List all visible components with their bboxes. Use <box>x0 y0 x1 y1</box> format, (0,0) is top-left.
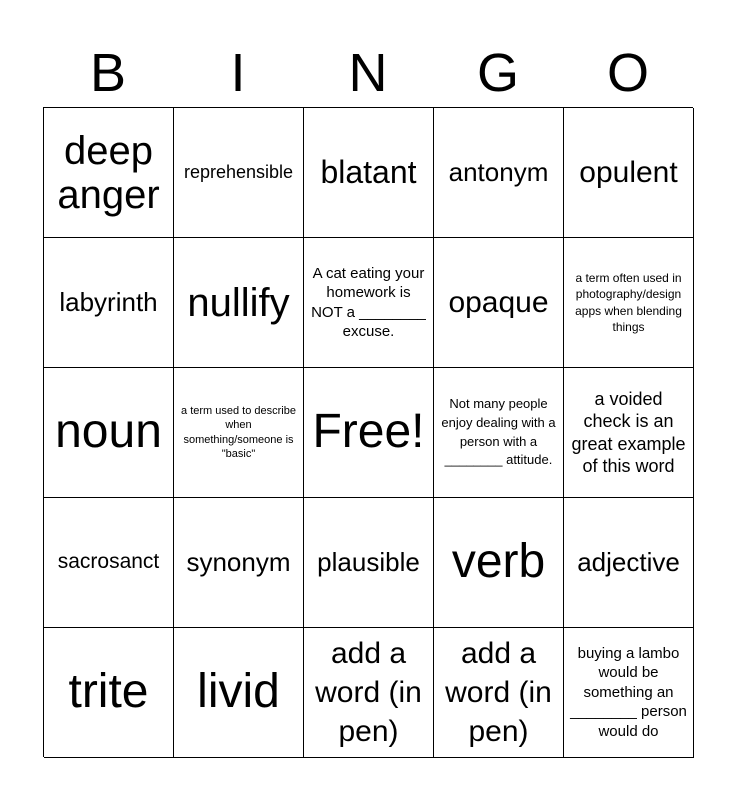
header-letter-i: I <box>230 43 246 103</box>
cell-text: add a word (in pen) <box>315 637 422 748</box>
cell-text: a term often used in photography/design apps when blending things <box>575 271 682 334</box>
bingo-cell[interactable] <box>564 238 694 368</box>
cell-text: a term used to describe when something/someone is "basic" <box>181 404 296 460</box>
bingo-cell[interactable] <box>304 498 434 628</box>
cell-text: opulent <box>579 156 678 189</box>
cell-text: A cat eating your homework is NOT a ________ excuse. <box>311 264 426 340</box>
header-letter-n: N <box>348 43 388 103</box>
cell-text: synonym <box>186 546 291 577</box>
free-space[interactable] <box>304 368 434 498</box>
cell-text: deep anger <box>57 128 160 217</box>
cell-text: blatant <box>320 154 417 191</box>
cell-text: sacrosanct <box>57 550 160 574</box>
bingo-cell[interactable] <box>174 108 304 238</box>
bingo-cell[interactable] <box>174 628 304 758</box>
bingo-cell[interactable] <box>44 628 174 758</box>
bingo-cell[interactable] <box>434 238 564 368</box>
bingo-cell[interactable] <box>434 628 564 758</box>
header-letter-g: G <box>476 43 519 103</box>
cell-text: Not many people enjoy dealing with a person with a ________ attitude. <box>441 395 556 468</box>
cell-text: buying a lambo would be something an ________ person would do <box>570 644 687 740</box>
cell-text: livid <box>197 665 280 719</box>
bingo-cell[interactable] <box>304 628 434 758</box>
bingo-cell[interactable] <box>304 108 434 238</box>
bingo-cell[interactable] <box>44 368 174 498</box>
bingo-cell[interactable] <box>44 498 174 628</box>
bingo-cell[interactable] <box>174 498 304 628</box>
bingo-cell[interactable] <box>564 628 694 758</box>
bingo-cell[interactable] <box>174 368 304 498</box>
bingo-cell[interactable] <box>564 498 694 628</box>
cell-text: verb <box>451 535 546 589</box>
bingo-cell[interactable] <box>434 368 564 498</box>
cell-text: a voided check is an great example of this word <box>571 388 686 476</box>
bingo-cell[interactable] <box>434 108 564 238</box>
cell-text: trite <box>68 665 149 719</box>
cell-text: plausible <box>317 546 420 577</box>
header-letter-o: O <box>606 43 649 103</box>
bingo-header <box>43 40 693 106</box>
cell-text: reprehensible <box>183 162 294 183</box>
bingo-cell[interactable] <box>44 108 174 238</box>
cell-text: opaque <box>448 286 549 319</box>
cell-text: add a word (in pen) <box>445 637 552 748</box>
cell-text: antonym <box>448 156 549 187</box>
bingo-cell[interactable] <box>434 498 564 628</box>
bingo-cell[interactable] <box>44 238 174 368</box>
cell-text: labyrinth <box>59 286 158 317</box>
bingo-grid <box>43 107 693 757</box>
cell-text: noun <box>55 405 162 459</box>
bingo-cell[interactable] <box>564 108 694 238</box>
header-letter-b: B <box>89 43 127 103</box>
bingo-cell[interactable] <box>174 238 304 368</box>
cell-text: nullify <box>187 280 290 325</box>
cell-text: adjective <box>577 546 680 577</box>
cell-text: Free! <box>312 405 425 459</box>
bingo-cell[interactable] <box>564 368 694 498</box>
bingo-cell[interactable] <box>304 238 434 368</box>
